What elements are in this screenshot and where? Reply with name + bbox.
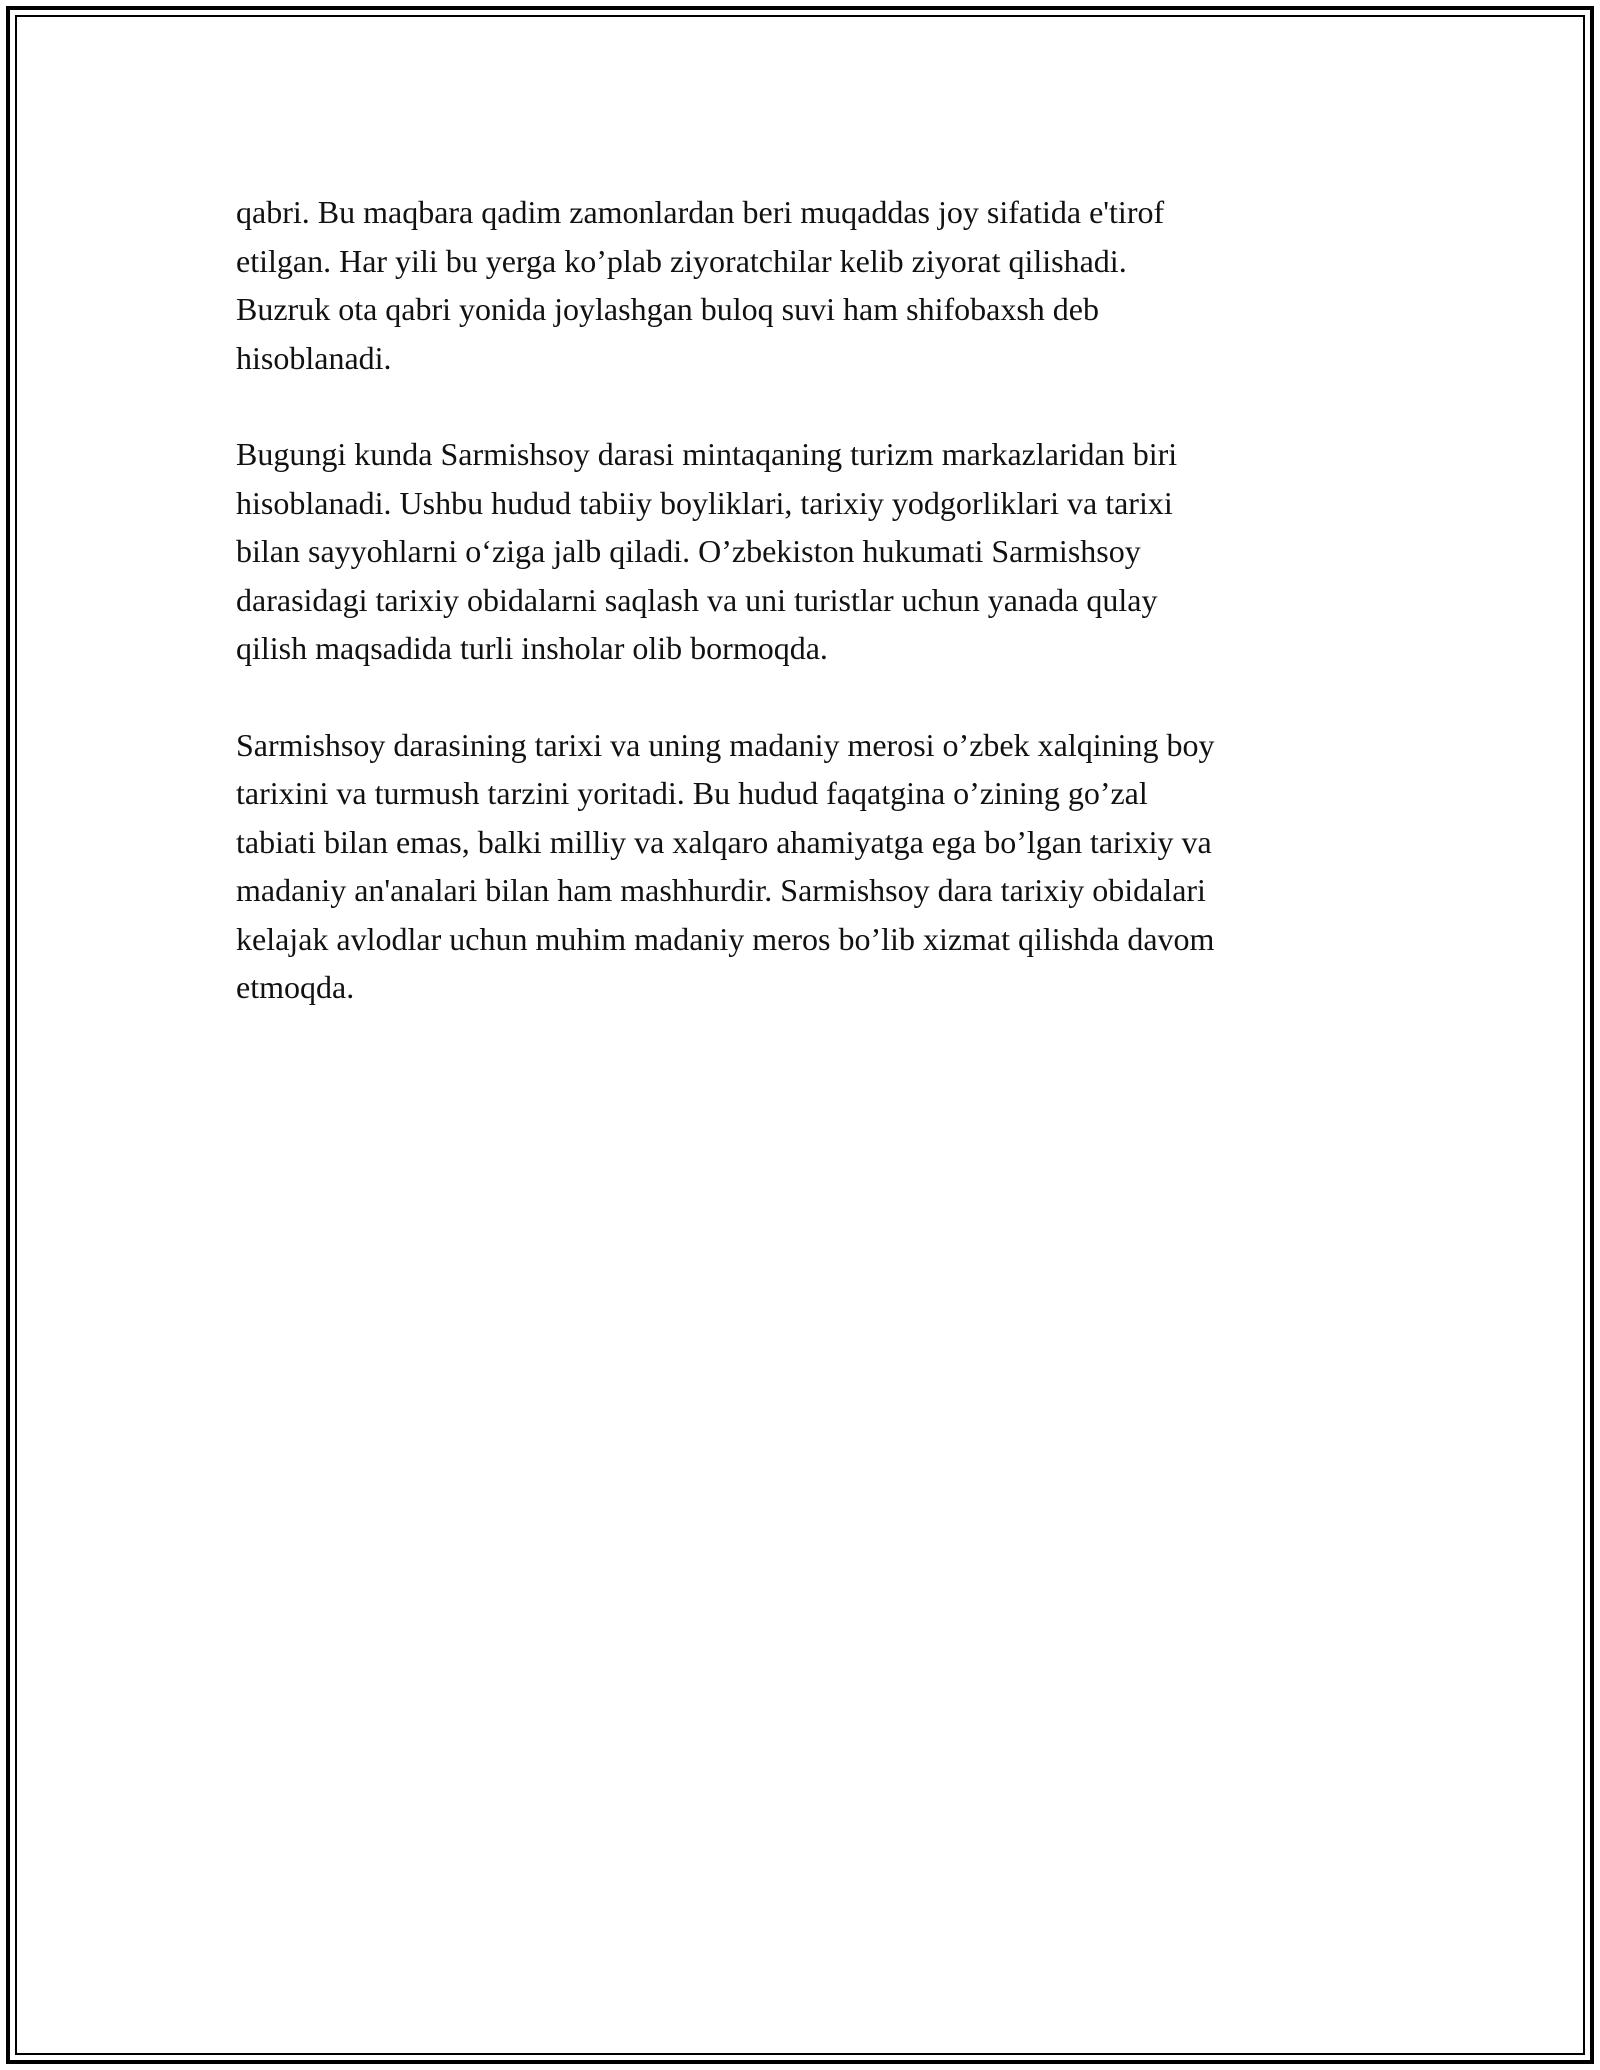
text-line: hisoblanadi. Ushbu hudud tabiiy boyliklari, tarixiy yodgorliklari va tarixi <box>236 484 1173 521</box>
text-line: qabri. Bu maqbara qadim zamonlardan beri muqaddas joy sifatida e'tirof <box>236 194 1165 230</box>
paragraph-3 <box>236 721 1366 1012</box>
text-line: Buzruk ota qabri yonida joylashgan buloq suvi ham shifobaxsh deb <box>236 291 1099 327</box>
paragraph-1 <box>236 188 1366 382</box>
text-line: etilgan. Har yili bu yerga ko’plab ziyoratchilar kelib ziyorat qilishadi. <box>236 242 1127 279</box>
text-line: darasidagi tarixiy obidalarni saqlash va uni turistlar uchun yanada qulay <box>236 581 1158 618</box>
text-line: kelajak avlodlar uchun muhim madaniy meros bo’lib xizmat qilishda davom <box>236 920 1215 957</box>
text-line: Sarmishsoy darasining tarixi va uning madaniy merosi o’zbek xalqining boy <box>236 726 1215 763</box>
text-line: tabiati bilan emas, balki milliy va xalqaro ahamiyatga ega bo’lgan tarixiy va <box>236 823 1212 860</box>
document-body <box>236 188 1366 1060</box>
text-line: Bugungi kunda Sarmishsoy darasi mintaqaning turizm markazlaridan biri <box>236 436 1178 472</box>
paragraph-2 <box>236 430 1366 673</box>
text-line: bilan sayyohlarni o‘ziga jalb qiladi. O’zbekiston hukumati Sarmishsoy <box>236 533 1141 569</box>
text-line: tarixini va turmush tarzini yoritadi. Bu hudud faqatgina o’zining go’zal <box>236 775 1148 811</box>
text-line: hisoblanadi. <box>236 339 392 376</box>
text-line: madaniy an'analari bilan ham mashhurdir. Sarmishsoy dara tarixiy obidalari <box>236 872 1206 908</box>
text-line: qilish maqsadida turli insholar olib bormoqda. <box>236 630 828 666</box>
text-line: etmoqda. <box>236 969 355 1005</box>
